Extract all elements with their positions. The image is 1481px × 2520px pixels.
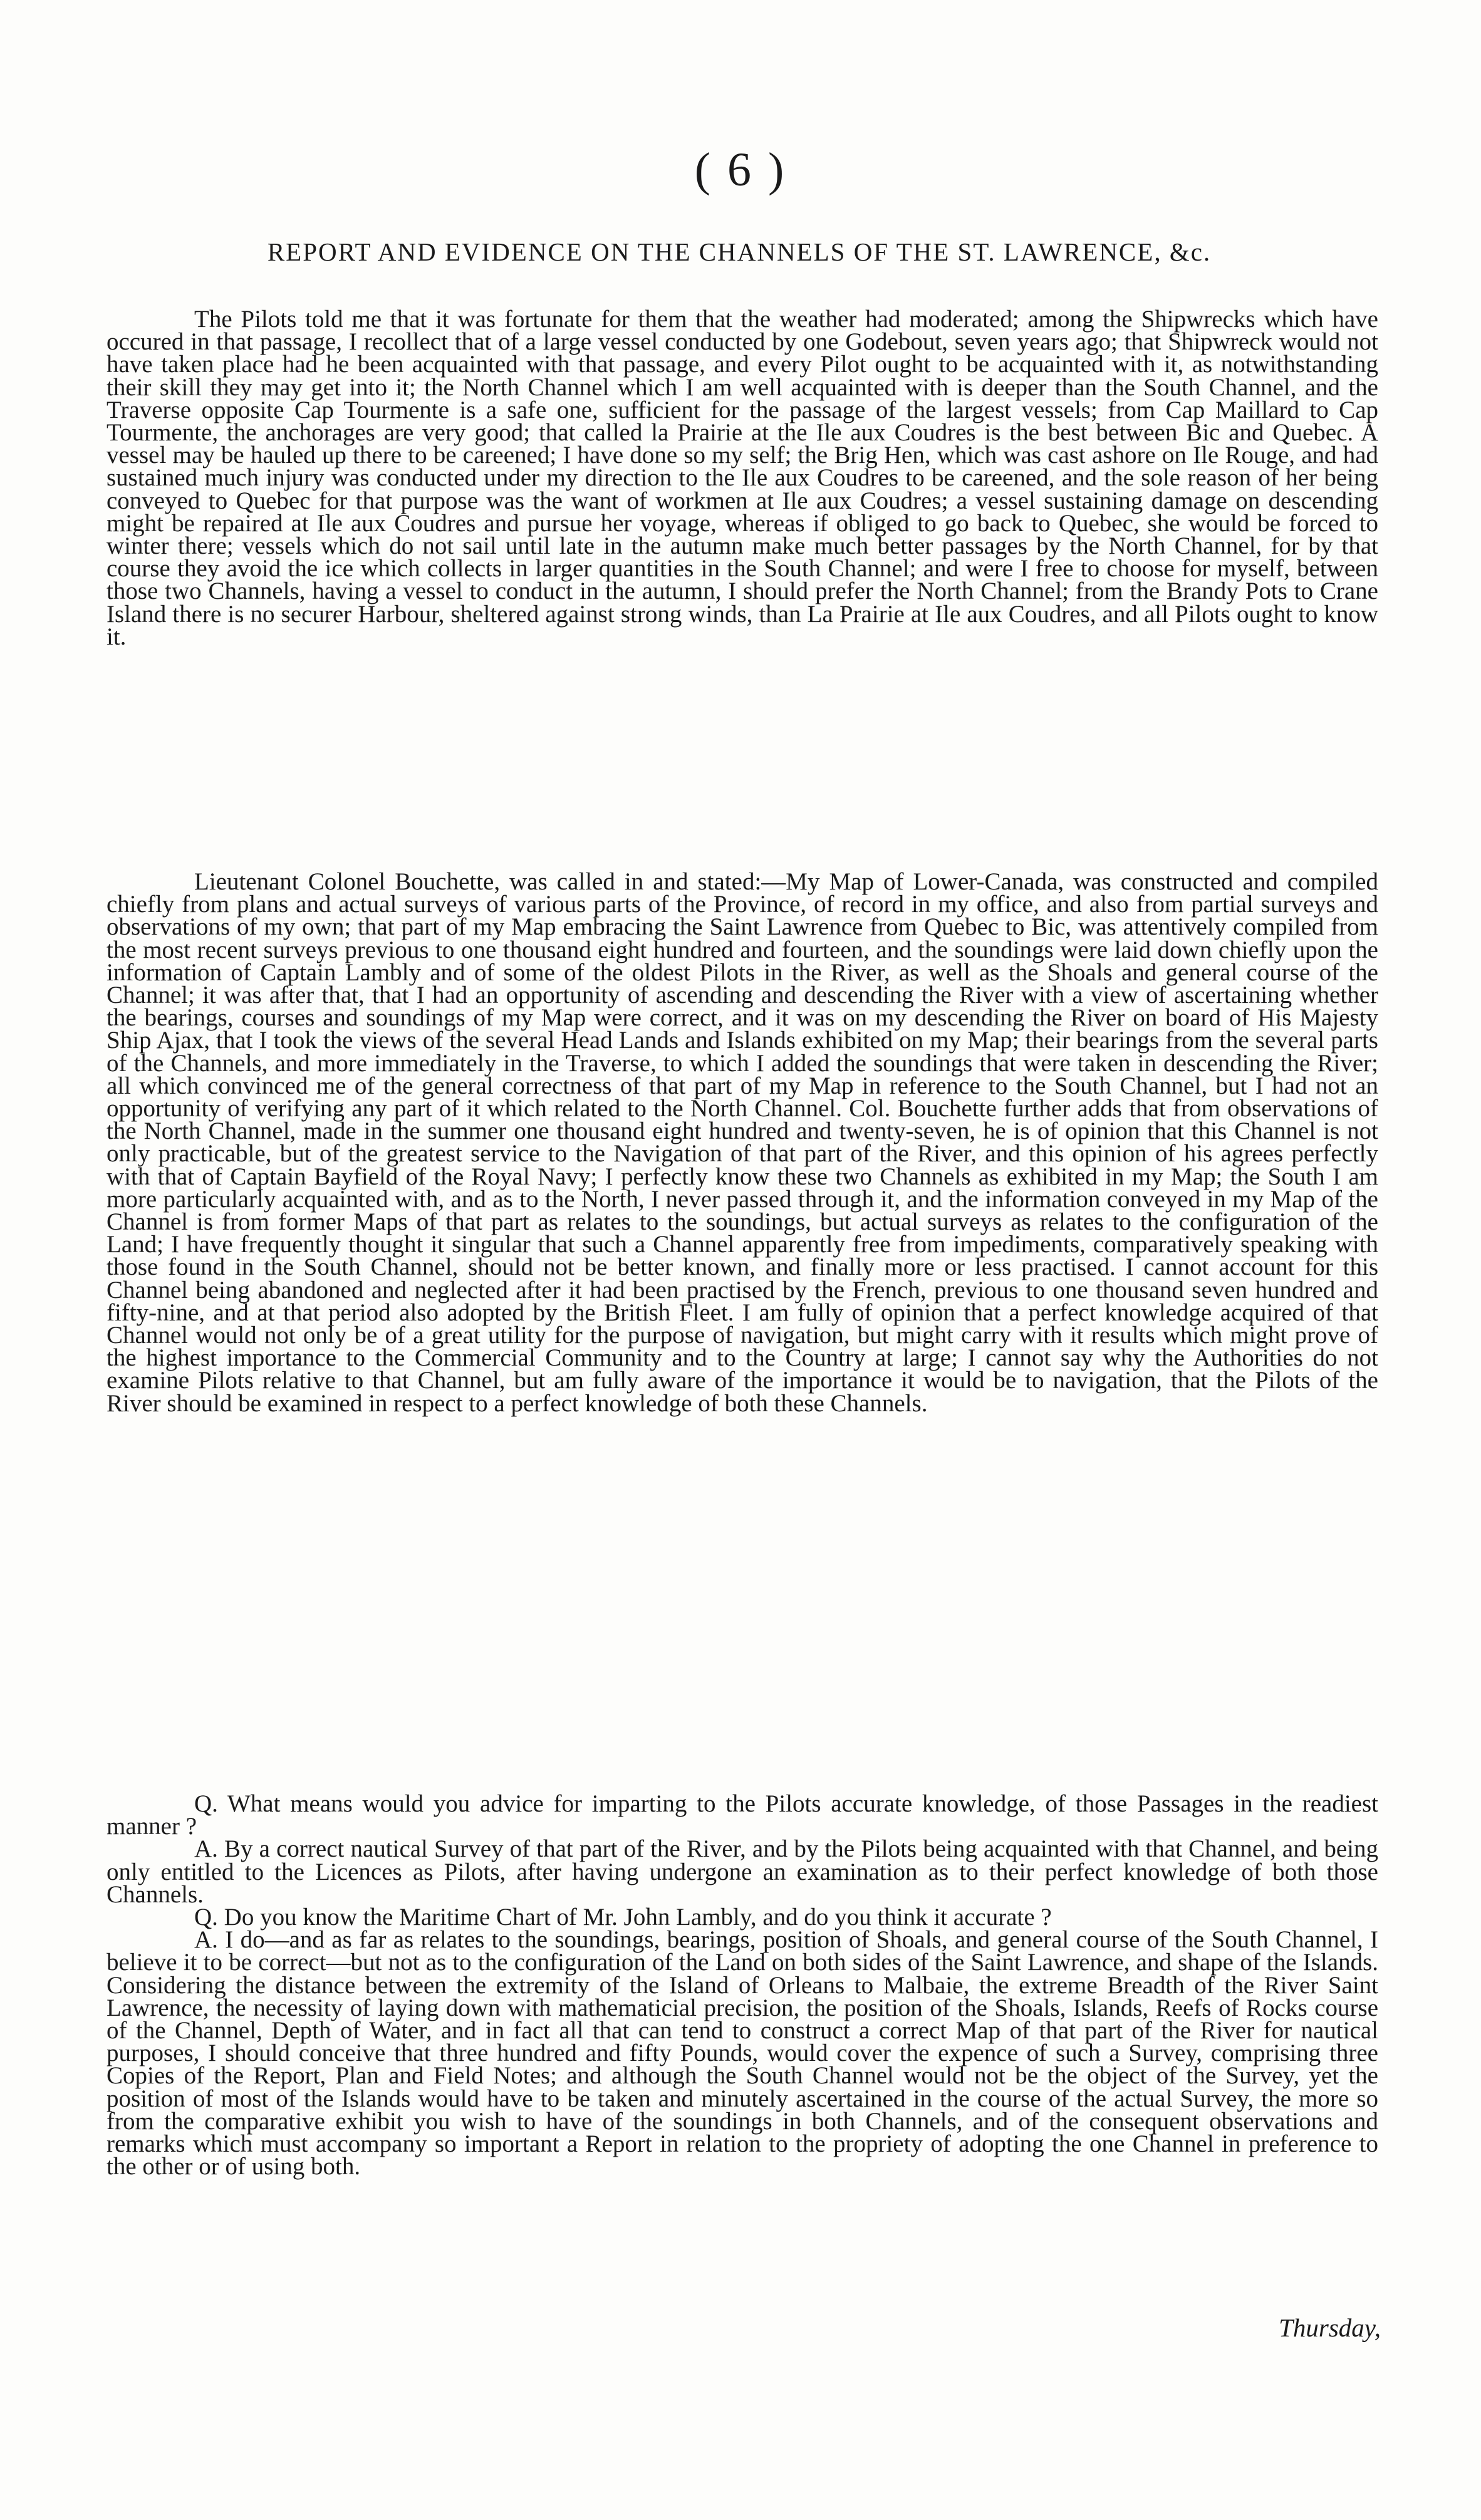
paragraph-text: The Pilots told me that it was fortunate for them that the weather had moderated; among the Shipwrecks which have occured in that passage, I recollect that of a large vessel conducted by one Godebout, seven years ago; that Shipwreck would not have taken place had he been acquainted with that passage, and every Pilot ought to be acquainted with it, as notwithstanding their skill they may get into it; the North Channel which I am well acquainted with is deeper than the South Channel, and the Traverse opposite Cap Tourmente is a safe one, sufficient for the passage of the largest vessels; from Cap Maillard to Cap Tourmente, the anchorages are very good; that called la Prairie at the Ile aux Coudres is the best between Bic and Quebec. A vessel may be hauled up there to be careened; I have done so my self; the Brig Hen, which was cast ashore on Ile Rouge, and had sustained much injury was conducted under my direction to the Ile aux Coudres to be careened, and the sole reason of her being conveyed to Quebec for that purpose was the want of workmen at Ile aux Coudres; a vessel sustaining damage on descending might be repaired at Ile aux Coudres and pursue her voyage, whereas if obliged to go back to Quebec, she would be forced to winter there; vessels which do not sail until late in the autumn make much better passages by the North Channel, for by that course they avoid the ice which collects in larger quantities in the South Channel; and were I free to choose for myself, between those two Channels, having a vessel to conduct in the autumn, I should prefer the North Channel; from the Brandy Pots to Crane Island there is no securer Harbour, sheltered against strong winds, than La Prairie at Ile aux Coudres, and all Pilots ought to know it.: [107, 306, 1378, 650]
answer-1: A. By a correct nautical Survey of that part of the River, and by the Pilots being acquainted with that Channel, and being only entitled to the Licences as Pilots, after having undergone an examination as to their perfect knowledge of both those Channels.: [107, 1835, 1378, 1908]
page-number: ( 6 ): [694, 143, 787, 196]
question-1: Q. What means would you advice for imparting to the Pilots accurate knowledge, of those Passages in the readiest manner ?: [107, 1790, 1378, 1840]
paragraph-bouchette-testimony: [107, 868, 1378, 1417]
question-2: Q. Do you know the Maritime Chart of Mr. John Lambly, and do you think it accurate ?: [194, 1904, 1052, 1931]
paragraph-text: Lieutenant Colonel Bouchette, was called in and stated:—My Map of Lower-Canada, was constructed and compiled chiefly from plans and actual surveys of various parts of the Province, of record in my office, and also from partial surveys and observations of my own; that part of my Map embracing the Saint Lawrence from Quebec to Bic, was attentively compiled from the most recent surveys previous to one thousand eight hundred and fourteen, and the soundings were laid down chiefly upon the information of Captain Lambly and of some of the oldest Pilots in the River, as well as the Shoals and general course of the Channel; it was after that, that I had an opportunity of ascending and descending the River with a view of ascertaining whether the bearings, courses and soundings of my Map were correct, and it was on my descending the River on board of His Majesty Ship Ajax, that I took the views of the several Head Lands and Islands exhibited on my Map; their bearings from the several parts of the Channels, and more immediately in the Traverse, to which I added the soundings that were taken in descending the River; all which convinced me of the general correctness of that part of my Map in reference to the South Channel, but I had not an opportunity of verifying any part of it which related to the North Channel. Col. Bouchette further adds that from observations of the North Channel, made in the summer one thousand eight hundred and twenty-seven, he is of opinion that this Channel is not only practicable, but of the greatest service to the Navigation of that part of the River, and this opinion of his agrees perfectly with that of Captain Bayfield of the Royal Navy; I perfectly know these two Channels as exhibited in my Map; the South I am more particularly acquainted with, and as to the North, I never passed through it, and the information conveyed in my Map of the Channel is from former Maps of that part as relates to the soundings, but actual surveys as relates to the configuration of the Land; I have frequently thought it singular that such a Channel apparently free from impediments, comparatively speaking with those found in the South Channel, should not be better known, and finally more or less practised. I cannot account for this Channel being abandoned and neglected after it had been practised by the French, previous to one thousand seven hundred and fifty-nine, and at that period also adopted by the British Fleet. I am fully of opinion that a perfect knowledge acquired of that Channel would not only be of a great utility for the purpose of navigation, but might carry with it results which might prove of the highest importance to the Commercial Community and to the Country at large; I cannot say why the Authorities do not examine Pilots relative to that Channel, but am fully aware of the importance it would be to navigation, that the Pilots of the River should be examined in respect to a perfect knowledge of both these Channels.: [107, 868, 1378, 1417]
running-title: REPORT AND EVIDENCE ON THE CHANNELS OF THE ST. LAWRENCE, &c.: [267, 237, 1212, 266]
catchword: Thursday,: [1279, 2313, 1381, 2342]
answer-2: A. I do—and as far as relates to the soundings, bearings, position of Shoals, and general course of the South Channel, I believe it to be correct—but not as to the configuration of the Land on both sides of the Saint Lawrence, and shape of the Islands. Considering the distance between the extremity of the Island of Orleans to Malbaie, the extreme Breadth of the River Saint Lawrence, the necessity of laying down with mathematicial precision, the position of the Shoals, Islands, Reefs of Rocks course of the Channel, Depth of Water, and in fact all that can tend to construct a correct Map of that part of the River for nautical purposes, I should conceive that three hundred and fifty Pounds, would cover the expence of such a Survey, comprising three Copies of the Report, Plan and Field Notes; and although the South Channel would not be the object of the Survey, yet the position of most of the Islands would have to be taken and minutely ascertained in the course of the actual Survey, the more so from the comparative exhibit you wish to have of the soundings in both Channels, and of the consequent observations and remarks which must accompany so important a Report in relation to the propriety of adopting the one Channel in preference to the other or of using both.: [107, 1926, 1378, 2180]
paragraph-pilots-testimony: [107, 308, 1378, 648]
question-answer-block: [107, 1790, 1378, 2180]
